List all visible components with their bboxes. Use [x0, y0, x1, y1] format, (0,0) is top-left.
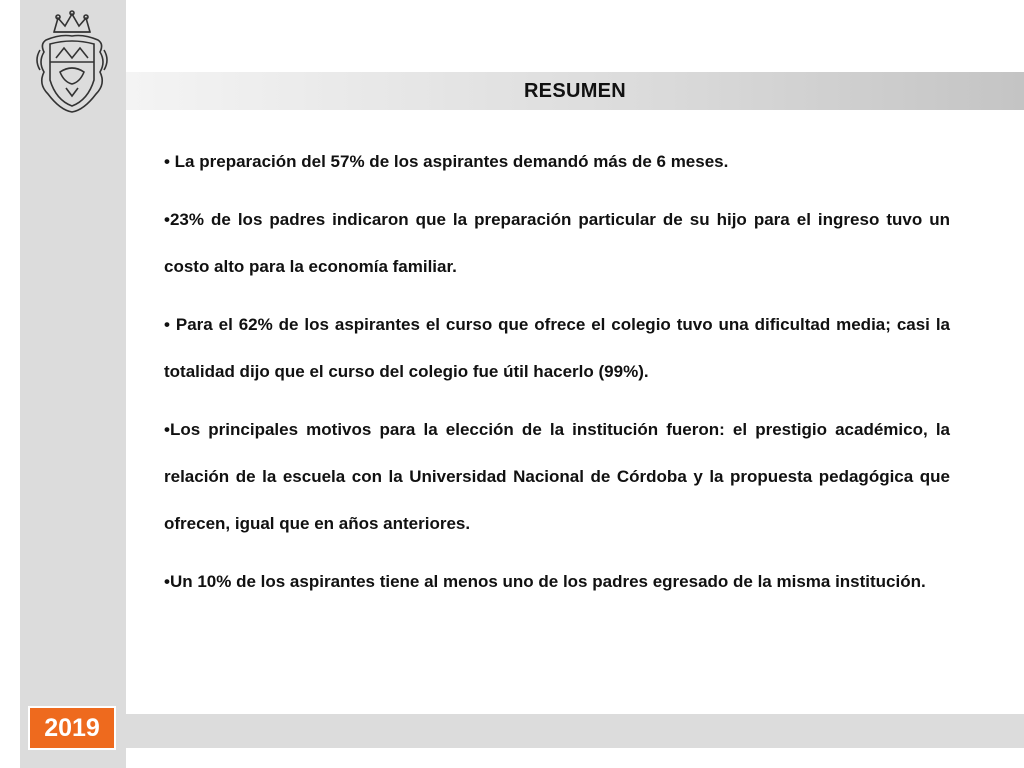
bullet-motives: •Los principales motivos para la elección de la institución fueron: el prestigio académico, la relación de la escuela con la Universidad Nacional de Córdoba y la propuesta pedagógica que ofrecen, igual que en años anteriores. [164, 420, 950, 533]
page-title: RESUMEN [523, 80, 627, 102]
bullet-cost: •23% de los padres indicaron que la preparación particular de su hijo para el ingreso tuvo un costo alto para la economía familiar. [164, 210, 950, 276]
title-bar [126, 72, 1024, 110]
footer-bar [126, 714, 1024, 748]
bullet-course-difficulty: • Para el 62% de los aspirantes el curso que ofrece el colegio tuvo una dificultad media; casi la totalidad dijo que el curso del colegio fue útil hacerlo (99%). [164, 315, 950, 381]
summary-content [164, 138, 950, 616]
year-badge: 2019 [28, 706, 116, 750]
bullet-alumni-parents: •Un 10% de los aspirantes tiene al menos uno de los padres egresado de la misma institución. [164, 572, 926, 591]
university-crest-icon [32, 10, 112, 116]
bullet-preparation: • La preparación del 57% de los aspirantes demandó más de 6 meses. [164, 152, 729, 171]
